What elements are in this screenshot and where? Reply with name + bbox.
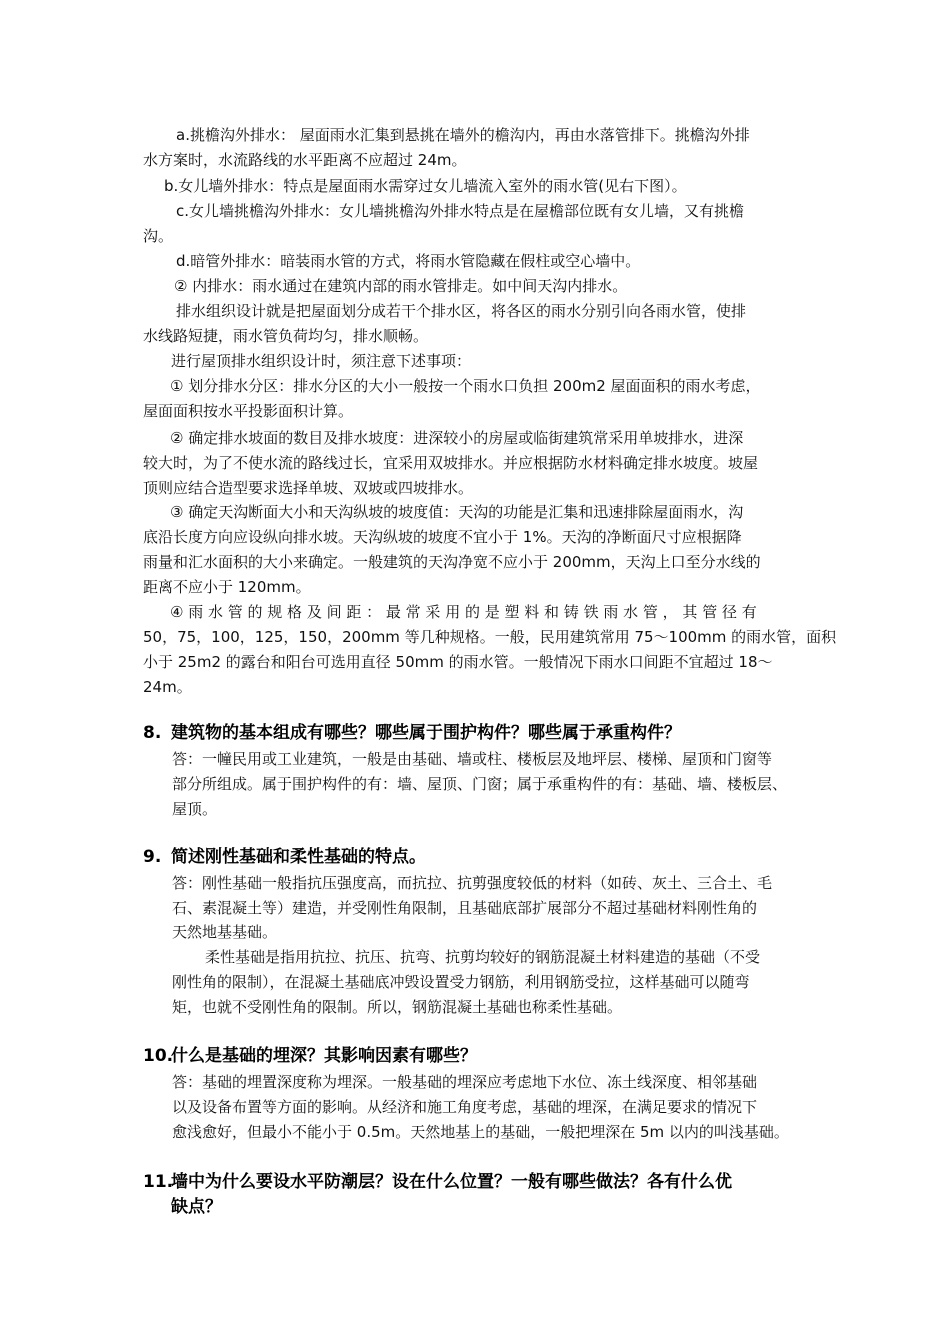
para-a-line2: 水方案时，水流路线的水平距离不应超过 24m。 [143,151,467,169]
item2-line1: ② 确定排水坡面的数目及排水坡度：进深较小的房屋或临街建筑常采用单坡排水，进深 [170,429,744,447]
item3-line1: ③ 确定天沟断面大小和天沟纵坡的坡度值：天沟的功能是汇集和迅速排除屋面雨水，沟 [170,503,744,521]
item4-line2: 50，75，100，125，150，200mm 等几种规格。一般，民用建筑常用 75～100mm 的雨水管，面积 [143,628,837,646]
para-internal-drain: ② 内排水：雨水通过在建筑内部的雨水管排走。如中间天沟内排水。 [174,277,628,295]
item4-line3: 小于 25m2 的露台和阳台可选用直径 50mm 的雨水管。一般情况下雨水口间距不宜超过 18～ [143,653,773,671]
item2-line3: 顶则应结合造型要求选择单坡、双坡或四坡排水。 [143,479,474,497]
question-11-heading [143,1171,732,1193]
item1-line1: ① 划分排水分区：排水分区的大小一般按一个雨水口负担 200m2 屋面面积的雨水考虑， [170,377,761,395]
question-10-heading [143,1045,477,1067]
question-title: 建筑物的基本组成有哪些？哪些属于围护构件？哪些属于承重构件？ [171,723,681,743]
answer-9-para2-line3: 矩，也就不受刚性角的限制。所以，钢筋混凝土基础也称柔性基础。 [172,998,623,1016]
question-number: 11. [143,1172,174,1192]
answer-9-line2: 石、素混凝土等）建造，并受刚性角限制，且基础底部扩展部分不超过基础材料刚性角的 [172,899,758,917]
answer-10-line1: 答：基础的埋置深度称为埋深。一般基础的埋深应考虑地下水位、冻土线深度、相邻基础 [172,1073,758,1091]
answer-9-line1: 答：刚性基础一般指抗压强度高，而抗拉、抗剪强度较低的材料（如砖、灰土、三合土、毛 [172,874,773,892]
item4-line4: 24m。 [143,678,192,696]
item4-line1: ④ 雨 水 管 的 规 格 及 间 距 ： 最 常 采 用 的 是 塑 料 和 铸 铁 雨 水 管 ， 其 管 径 有 [170,603,757,621]
question-title: 什么是基础的埋深？其影响因素有哪些？ [171,1046,477,1066]
answer-10-line2: 以及设备布置等方面的影响。从经济和施工角度考虑，基础的埋深，在满足要求的情况下 [172,1098,758,1116]
question-title: 墙中为什么要设水平防潮层？设在什么位置？一般有哪些做法？各有什么优 [171,1172,732,1192]
question-number: 9. [143,847,162,867]
para-d-line1: d.暗管外排水：暗装雨水管的方式，将雨水管隐藏在假柱或空心墙中。 [176,252,641,270]
question-number: 10. [143,1046,174,1066]
para-notes-intro: 进行屋顶排水组织设计时，须注意下述事项： [171,352,472,370]
answer-8-line1: 答：一幢民用或工业建筑，一般是由基础、墙或柱、楼板层及地坪层、楼梯、屋顶和门窗等 [172,750,773,768]
question-11-heading-cont: 缺点？ [171,1197,222,1217]
item3-line3: 雨量和汇水面积的大小来确定。一般建筑的天沟净宽不应小于 200mm，天沟上口至分水线的 [143,553,761,571]
answer-8-line3: 屋顶。 [172,800,218,818]
answer-9-para2-line2: 刚性角的限制），在混凝土基础底冲毁设置受力钢筋，利用钢筋受拉，这样基础可以随弯 [172,973,750,991]
item1-line2: 屋面面积按水平投影面积计算。 [143,402,354,420]
question-number: 8. [143,723,162,743]
para-c-line2: 沟。 [143,227,174,245]
para-c-line1: c.女儿墙挑檐沟外排水：女儿墙挑檐沟外排水特点是在屋檐部位既有女儿墙，又有挑檐 [176,202,745,220]
answer-10-line3: 愈浅愈好，但最小不能小于 0.5m。天然地基上的基础，一般把埋深在 5m 以内的叫浅基础。 [172,1123,789,1141]
question-8-heading [143,722,681,744]
item3-line4: 距离不应小于 120mm。 [143,578,311,596]
answer-9-para2-line1: 柔性基础是指用抗拉、抗压、抗弯、抗剪均较好的钢筋混凝土材料建造的基础（不受 [205,948,761,966]
question-title: 简述刚性基础和柔性基础的特点。 [171,847,426,867]
para-a-line1: a.挑檐沟外排水： 屋面雨水汇集到悬挑在墙外的檐沟内，再由水落管排下。挑檐沟外排 [176,126,750,144]
answer-9-line3: 天然地基基础。 [172,923,278,941]
answer-8-line2: 部分所组成。属于围护构件的有：墙、屋顶、门窗；属于承重构件的有：基础、墙、楼板层、 [172,775,788,793]
para-design-line1: 排水组织设计就是把屋面划分成若干个排水区，将各区的雨水分别引向各雨水管，使排 [176,302,747,320]
question-9-heading [143,846,426,868]
para-design-line2: 水线路短捷，雨水管负荷均匀，排水顺畅。 [143,327,429,345]
para-b-line1: b.女儿墙外排水：特点是屋面雨水需穿过女儿墙流入室外的雨水管(见右下图）。 [164,177,687,195]
item3-line2: 底沿长度方向应设纵向排水坡。天沟纵坡的坡度不宜小于 1%。天沟的净断面尺寸应根据降 [143,528,742,546]
item2-line2: 较大时，为了不使水流的路线过长，宜采用双坡排水。并应根据防水材料确定排水坡度。坡屋 [143,454,759,472]
